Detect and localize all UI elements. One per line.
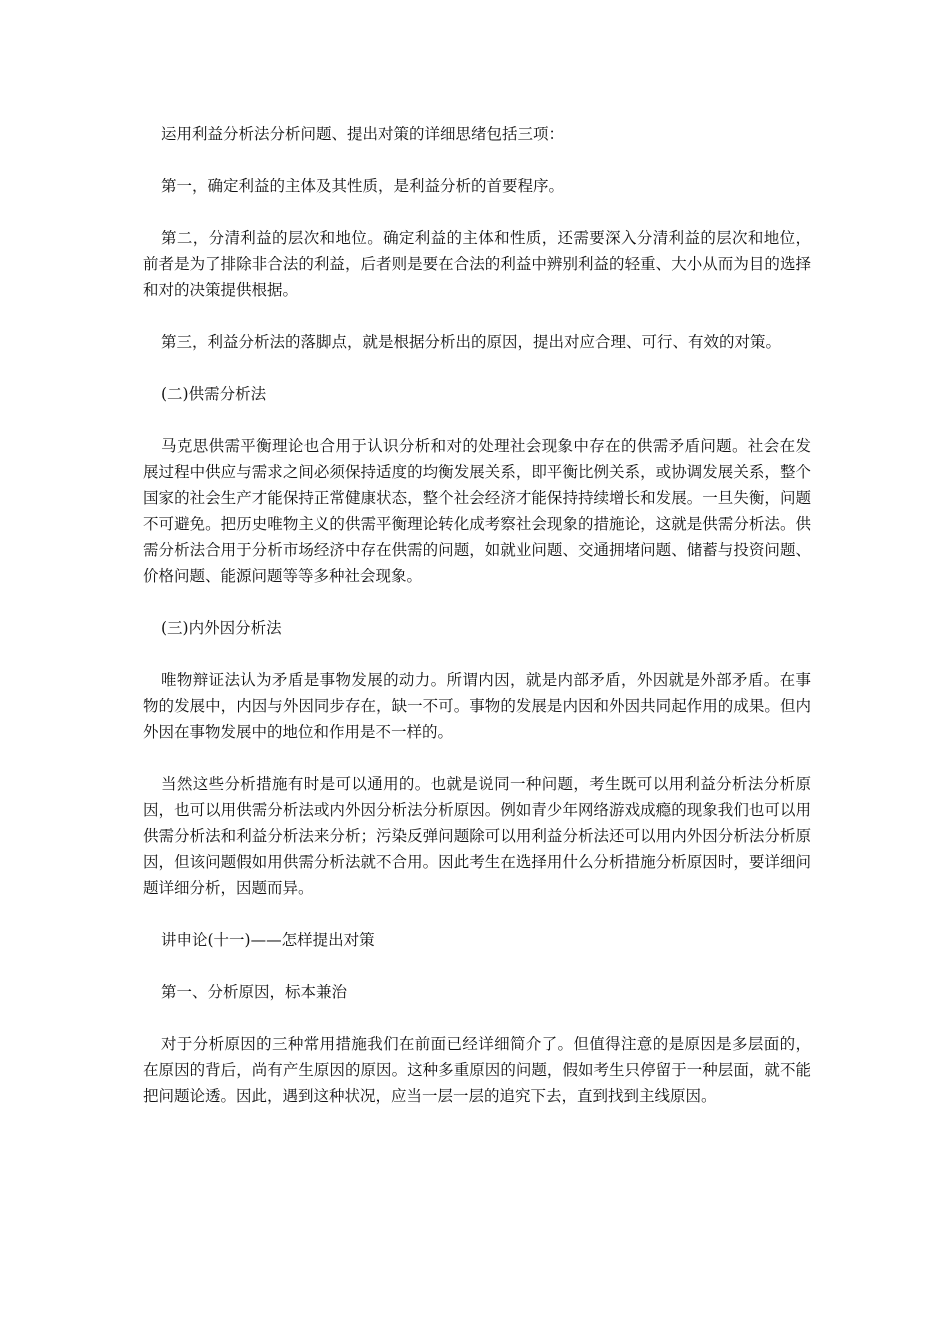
lecture-heading: 讲申论(十一)——怎样提出对策 — [161, 931, 375, 949]
intro-paragraph: 运用利益分析法分析问题、提出对策的详细思绪包括三项： — [161, 125, 565, 143]
point-one-paragraph: 第一，确定利益的主体及其性质，是利益分析的首要程序。 — [161, 177, 565, 195]
internal-external-paragraph: 唯物辩证法认为矛盾是事物发展的动力。所谓内因，就是内部矛盾，外因就是外部矛盾。在事物的发展中，内因与外因同步存在，缺一不可。事物的发展是内因和外因共同起作用的成果。但内外因在事物发展中的地位和作用是不一样的。 — [143, 671, 811, 741]
section-heading-internal-external: (三)内外因分析法 — [161, 619, 282, 637]
supply-demand-paragraph: 马克思供需平衡理论也合用于认识分析和对的处理社会现象中存在的供需矛盾问题。社会在发展过程中供应与需求之间必须保持适度的均衡发展关系，即平衡比例关系，或协调发展关系，整个国家的社会生产才能保持正常健康状态，整个社会经济才能保持持续增长和发展。一旦失衡，问题不可避免。把历史唯物主义的供需平衡理论转化成考察社会现象的措施论，这就是供需分析法。供需分析法合用于分析市场经济中存在供需的问题，如就业问题、交通拥堵问题、储蓄与投资问题、价格问题、能源问题等等多种社会现象。 — [143, 437, 811, 585]
point-three-paragraph: 第三，利益分析法的落脚点，就是根据分析出的原因，提出对应合理、可行、有效的对策。 — [161, 333, 782, 351]
point-two-paragraph: 第二，分清利益的层次和地位。确定利益的主体和性质，还需要深入分清利益的层次和地位，前者是为了排除非合法的利益，后者则是要在合法的利益中辨别利益的轻重、大小从而为目的选择和对的决策提供根据。 — [143, 229, 811, 299]
section-heading-supply-demand: (二)供需分析法 — [161, 385, 267, 403]
methods-general-paragraph: 当然这些分析措施有时是可以通用的。也就是说同一种问题，考生既可以用利益分析法分析原因，也可以用供需分析法或内外因分析法分析原因。例如青少年网络游戏成瘾的现象我们也可以用供需分析法和利益分析法来分析；污染反弹问题除可以用利益分析法还可以用内外因分析法分析原因，但该问题假如用供需分析法就不合用。因此考生在选择用什么分析措施分析原因时，要详细问题详细分析，因题而异。 — [143, 775, 811, 897]
document-page — [143, 121, 811, 1135]
first-step-heading: 第一、分析原因，标本兼治 — [161, 983, 348, 1001]
cause-analysis-paragraph: 对于分析原因的三种常用措施我们在前面已经详细简介了。但值得注意的是原因是多层面的，在原因的背后，尚有产生原因的原因。这种多重原因的问题，假如考生只停留于一种层面，就不能把问题论透。因此，遇到这种状况，应当一层一层的追究下去，直到找到主线原因。 — [143, 1035, 811, 1105]
